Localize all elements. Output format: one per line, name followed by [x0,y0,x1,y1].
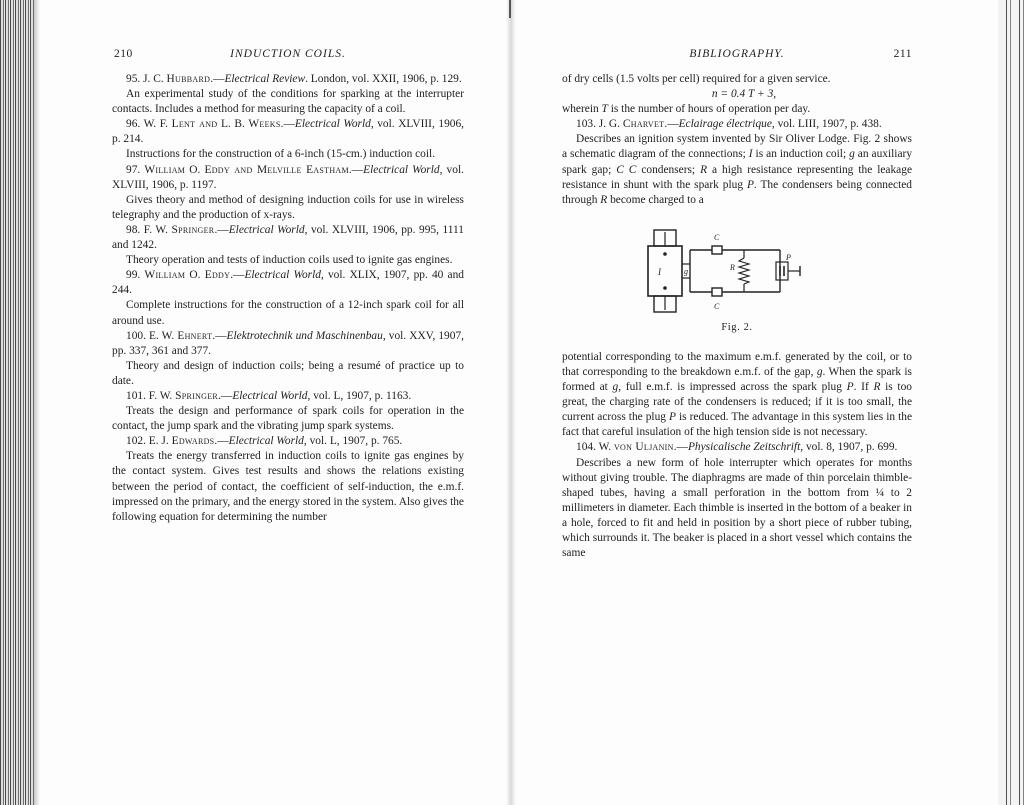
text-run: , vol. L, 1907, p. 765. [303,435,403,448]
text-run: Ehnert [177,329,213,342]
text-run: .— [280,118,295,131]
text-run: Instructions for the construction of a 6-inch (15-cm.) induction coil. [126,148,436,161]
text-run: 101. F. W. [126,389,176,402]
paragraph [562,72,912,87]
text-run: .— [664,118,679,131]
plug-label: P [786,252,791,262]
bibliography-entry [112,117,464,147]
right-page-text-top [562,72,912,208]
coil-label: I [658,266,661,277]
text-run: Electrical World [228,223,305,236]
left-page-edge [0,0,34,805]
text-run: R [873,381,881,394]
right-page-edge [998,0,1024,805]
text-run: , vol. 8, 1907, p. 699. [800,441,898,454]
text-run: is an induction coil; [752,148,850,161]
text-run: g [849,148,855,161]
bibliography-entry [112,389,464,404]
bibliography-entry [112,72,464,87]
text-run: an auxiliary spark gap; [562,148,913,176]
left-page [112,48,464,525]
paragraph [112,87,464,117]
paragraph [112,298,464,328]
text-run: An experimental study of the conditions for sparking at the interrupter contacts. Includes a method for measuring the capacity of a coil. [112,88,464,116]
text-run: von Uljanin [613,441,674,454]
text-run: P [846,381,854,394]
text-run: . If [853,381,874,394]
left-running-title: INDUCTION COILS. [230,48,346,60]
text-run: P [669,411,676,424]
text-run: Springer [175,389,219,402]
bibliography-entry [562,117,912,132]
text-run: Theory and design of induction coils; being a resumé of practice up to date. [112,359,464,387]
text-run: 95. J. C. [126,73,167,85]
figure-caption: Fig. 2. [721,321,753,333]
text-run: R [700,163,708,176]
text-run: I [748,148,753,161]
text-run: .— [214,435,229,448]
text-run: Describes an ignition system invented by Sir Oliver Lodge. Fig. 2 shows a schematic diagram of the connections; [562,133,912,161]
text-run: , vol. XXV, 1907, pp. 337, 361 and 377. [112,329,464,357]
left-page-number: 210 [114,48,133,60]
text-run: Charvet [622,118,665,131]
text-run: Hubbard [166,73,211,85]
text-run: .— [348,163,364,176]
text-run: g [816,365,823,378]
text-run: condensers; [636,163,701,176]
ignition-circuit-diagram [640,222,840,322]
text-run: Physicalische Zeitschrift [687,441,801,454]
text-run: .— [218,389,233,402]
text-run: , full e.m.f. is impressed across the spark plug [618,381,847,394]
left-running-head [112,48,464,68]
text-run: Complete instructions for the construction of a 12-inch spark coil for all around use. [112,299,464,327]
paragraph [112,404,464,434]
bibliography-entry [112,268,464,298]
text-run: is too great, the charging rate of the condensers is reduced; if it is too small, the current across the plug [562,381,912,424]
bottom-condenser-label: C [714,301,720,311]
text-run: , vol. XLVIII, 1906, p. 214. [112,118,464,146]
book-gutter [506,0,516,805]
text-run: Gives theory and method of designing induction coils for use in wireless telegraphy and the production of x-rays. [112,193,464,221]
bibliography-entry [112,163,464,193]
text-run: O. [185,163,205,176]
text-run: 102. E. J. [126,435,172,448]
text-run: Theory operation and tests of induction coils used to ignite gas engines. [126,254,453,267]
text-run: is the number of hours of operation per day. [607,103,811,116]
bibliography-entry [562,440,912,455]
paragraph [562,132,912,207]
paragraph [562,456,912,562]
text-run: . When the spark is formed at [562,365,912,394]
text-run: Electrical World [228,435,304,448]
text-run: , vol. LIII, 1907, p. 438. [771,118,882,131]
text-run: Electrical World [294,118,371,131]
text-run: n = 0.4 T + 3, [711,88,777,101]
text-run: of dry cells (1.5 volts per cell) required for a given service. [562,73,831,85]
text-run: O. [185,269,205,282]
text-run: R [600,193,608,206]
top-condenser-label: C [714,232,720,242]
text-run: William [144,163,186,176]
text-run: .— [214,223,229,236]
bibliography-entry [112,329,464,359]
text-run: 103. J. G. [576,118,623,131]
right-page-text-bottom [562,350,912,561]
text-run: L. B. [217,118,249,131]
text-run: .— [230,269,245,282]
text-run: P [746,178,754,191]
text-run: William [144,269,186,282]
bibliography-entry [112,223,464,253]
resistance-label: R [730,262,735,272]
text-run: Elektrotechnik und Maschinenbau [226,329,383,342]
text-run: C C [616,163,637,176]
text-run: wherein [562,103,602,116]
gutter-mark [509,0,511,18]
text-run: is reduced. The advantage in this system lies in the fact that careful insulation of the high tension side is not necessary. [562,411,912,439]
gap-label: g [684,266,688,276]
text-run: , vol. XLIX, 1907, pp. 40 and 244. [112,269,464,297]
right-running-title: BIBLIOGRAPHY. [689,48,785,60]
text-run: 100. E. W. [126,329,178,342]
text-run: Eddy [204,269,231,282]
right-page [562,48,912,561]
text-run: Electrical Review [224,73,306,85]
text-run: Lent and [171,118,218,131]
text-run: Eclairage électrique [678,118,772,131]
text-run: Treats the energy transferred in induction coils to ignite gas engines by the contact system. Gives test results and shows the relations existing between the period of contact, the coefficient of self-induction, the e.m.f. impressed on the primary, and the energy stored in the system. Also gives the following equation for determining the number [112,450,464,523]
figure-2-schematic [562,216,912,346]
right-running-head [562,48,912,68]
text-run: Describes a new form of hole interrupter which operates for months without giving trouble. The diaphragms are made of thin porcelain thimble-shaped tubes, having a small perforation in the bottom from ¼ to 2 millimeters in diameter. Each thimble is inserted in the bottom of a beaker in a hole, forced to fit and held in position by a short piece of rubber tubing, which surrounds it. The beaker is placed in a short vessel which contains the same [562,456,912,560]
text-run: , vol. XLVIII, 1906, pp. 995, 1111 and 1242. [112,223,464,252]
paragraph [112,253,464,268]
text-run: Weeks [248,118,281,131]
text-run: 98. F. W. [126,223,172,236]
paragraph [562,350,912,441]
text-run: , vol. L, 1907, p. 1163. [307,389,412,402]
text-run: Electrical World [244,269,321,282]
paragraph [112,147,464,162]
text-run: .— [673,441,688,454]
text-run: 99. [126,269,145,282]
text-run: Electrical World [363,163,440,176]
left-page-text [112,72,464,525]
text-run: . The condensers being connected through [562,178,912,206]
text-run: T [601,103,608,116]
text-run: Eddy and Melville Eastham [204,163,349,176]
text-run: Electrical World [232,389,308,402]
text-run: .— [212,329,227,342]
text-run: a high resistance representing the leakage resistance in shunt with the spark plug [562,163,912,191]
text-run: potential corresponding to the maximum e.m.f. generated by the coil, or to that corresponding to the breakdown e.m.f. of the gap, [562,350,912,378]
paragraph [112,449,464,524]
text-run: 104. W. [576,441,614,454]
paragraph [562,102,912,117]
text-run: 97. [126,163,145,176]
text-run: g [612,381,619,394]
text-run: .— [210,73,225,85]
paragraph [112,359,464,389]
bibliography-entry [112,434,464,449]
text-run: Springer [171,223,215,236]
text-run: Treats the design and performance of spark coils for operation in the contact, the jump spark and the vibrating jump spark systems. [112,405,464,433]
text-run: , vol. XLVIII, 1906, p. 1197. [112,163,464,191]
text-run: Edwards [171,435,215,448]
text-run: become charged to a [607,193,704,206]
equation [562,87,912,102]
text-run: 96. W. F. [126,118,172,131]
right-page-number: 211 [893,48,912,60]
paragraph [112,193,464,223]
text-run: . London, vol. XXII, 1906, p. 129. [305,73,462,85]
